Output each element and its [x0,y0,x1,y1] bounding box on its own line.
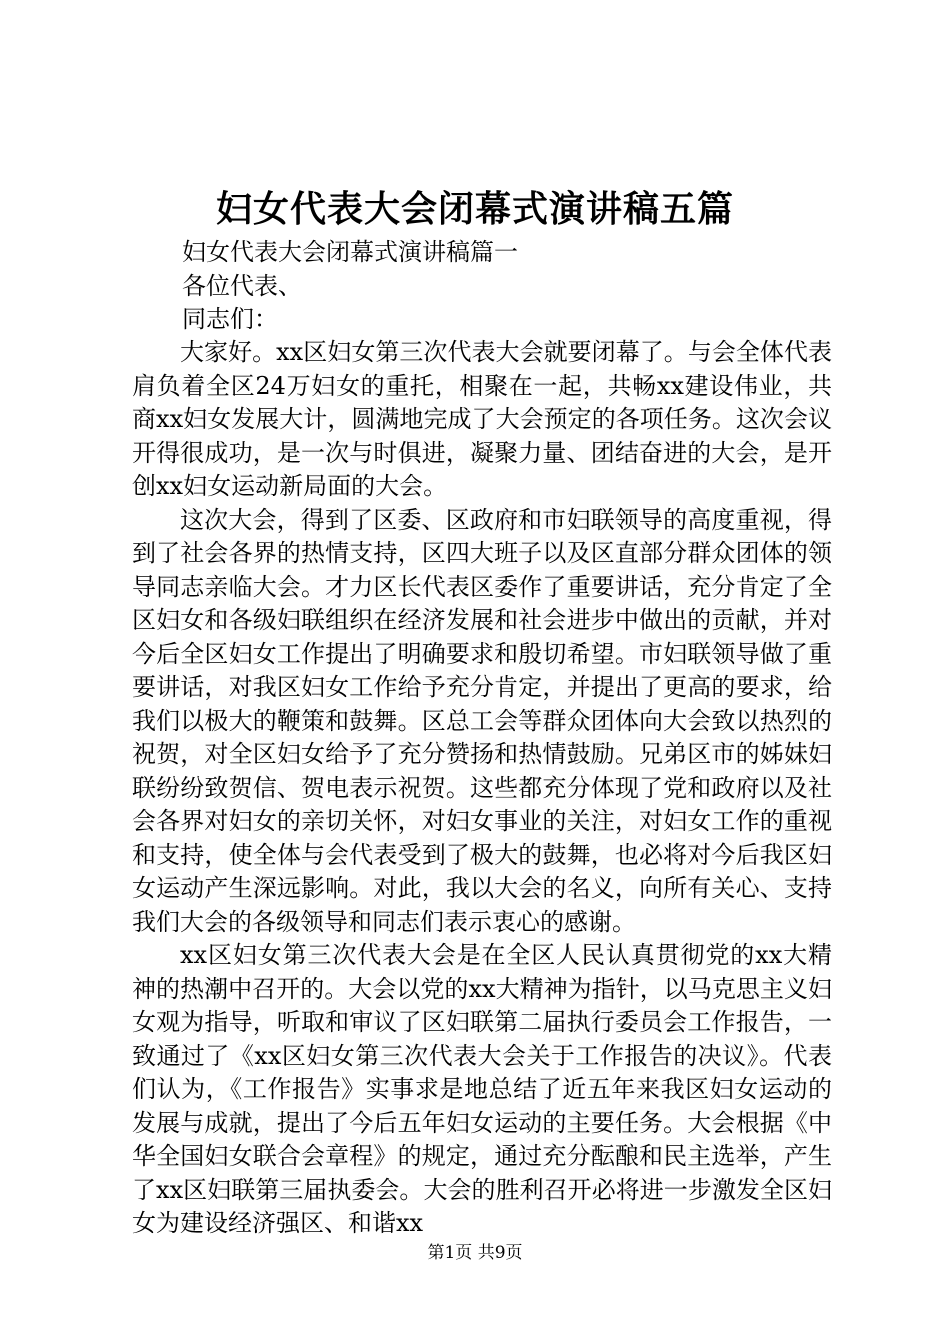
intro-block [182,236,518,337]
section-heading: 妇女代表大会闭幕式演讲稿篇一 [182,238,518,266]
document-body [132,336,832,1241]
salutation-line-1: 各位代表、 [182,271,302,300]
paragraph-3: xx区妇女第三次代表大会是在全区人民认真贯彻党的xx大精神的热潮中召开的。大会以党的xx大精神为指针，以马克思主义妇女观为指导，听取和审议了区妇联第二届执行委员会工作报告，一致通过了《xx区妇女第三次代表大会关于工作报告的决议》。代表们认为，《工作报告》实事求是地总结了近五年来我区妇女运动的发展与成就，提出了今后五年妇女运动的主要任务。大会根据《中华全国妇女联合会章程》的规定，通过充分酝酿和民主选举，产生了xx区妇联第三届执委会。大会的胜利召开必将进一步激发全区妇女为建设经济强区、和谐xx [132,941,832,1237]
page-footer: 第1页 共9页 [427,1243,523,1263]
document-title: 妇女代表大会闭幕式演讲稿五篇 [215,188,734,230]
salutation-line-2: 同志们： [182,305,278,333]
paragraph-2: 这次大会，得到了区委、区政府和市妇联领导的高度重视，得到了社会各界的热情支持，区四大班子以及区直部分群众团体的领导同志亲临大会。才力区长代表区委作了重要讲话，充分肯定了全区妇女和各级妇联组织在经济发展和社会进步中做出的贡献，并对今后全区妇女工作提出了明确要求和殷切希望。市妇联领导做了重要讲话，对我区妇女工作给予充分肯定，并提出了更高的要求，给我们以极大的鞭策和鼓舞。区总工会等群众团体向大会致以热烈的祝贺，对全区妇女给予了充分赞扬和热情鼓励。兄弟区市的姊妹妇联纷纷致贺信、贺电表示祝贺。这些都充分体现了党和政府以及社会各界对妇女的亲切关怀，对妇女事业的关注，对妇女工作的重视和支持，使全体与会代表受到了极大的鼓舞，也必将对今后我区妇女运动产生深远影响。对此，我以大会的名义，向所有关心、支持我们大会的各级领导和同志们表示衷心的感谢。 [132,505,832,936]
paragraph-1: 大家好。xx区妇女第三次代表大会就要闭幕了。与会全体代表肩负着全区24万妇女的重托，相聚在一起，共畅xx建设伟业，共商xx妇女发展大计，圆满地完成了大会预定的各项任务。这次会议开得很成功，是一次与时俱进，凝聚力量、团结奋进的大会，是开创xx妇女运动新局面的大会。 [132,338,832,500]
